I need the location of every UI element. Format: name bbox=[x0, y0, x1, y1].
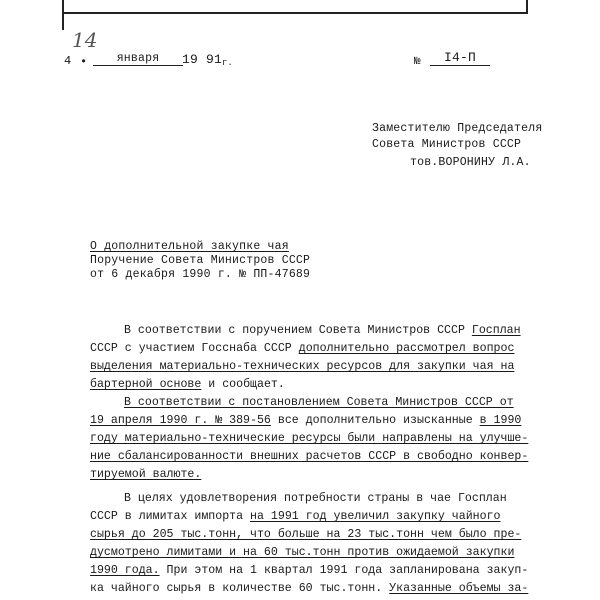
body-line: СССР в лимитах импорта на 1991 год увеличил закупку чайного bbox=[90, 510, 501, 523]
subject-line-2: от 6 декабря 1990 г. № ПП-47689 bbox=[90, 268, 311, 281]
subject-title: О дополнительной закупке чая bbox=[90, 240, 289, 253]
body-line: 19 апреля 1990 г. № 389-56 все дополнительно изысканные в 1990 bbox=[90, 414, 522, 427]
addressee-line-1: Заместителю Председателя bbox=[372, 122, 543, 135]
subject-block bbox=[90, 240, 310, 282]
addressee-name: тов.ВОРОНИНУ Л.А. bbox=[410, 156, 531, 169]
body-line: тируемой валюте. bbox=[90, 468, 202, 481]
body-line: В целях удовлетворения потребности страны в чае Госплан bbox=[124, 492, 507, 505]
date-day: 4 bbox=[64, 54, 72, 68]
addressee-block bbox=[372, 121, 542, 153]
subject-line-1: Поручение Совета Министров СССР bbox=[90, 254, 311, 267]
year-suffix: г. bbox=[222, 58, 233, 68]
body-line: бартерной основе и сообщает. bbox=[90, 378, 285, 391]
date-month: января bbox=[93, 52, 183, 66]
date-bullet: • bbox=[80, 55, 88, 69]
body-line: выделения материально-технических ресурсов для закупки чая на bbox=[90, 360, 515, 373]
form-frame-right bbox=[526, 0, 528, 14]
addressee-line-2: Совета Министров СССР bbox=[372, 138, 522, 151]
body-line: ка чайного сырья в количестве 60 тыс.тонн. Указанные объемы за- bbox=[90, 582, 529, 595]
form-frame-top bbox=[62, 12, 528, 14]
date-year: 19 91 bbox=[182, 52, 223, 67]
document-number: I4-П bbox=[430, 50, 490, 66]
body-line: СССР с участием Госснаба СССР дополнительно рассмотрел вопрос bbox=[90, 342, 515, 355]
body-line: В соответствии с поручением Совета Министров СССР Госплан bbox=[124, 324, 521, 337]
body-line: дусмотрено лимитами и на 60 тыс.тонн против ожидаемой закупки bbox=[90, 546, 515, 559]
form-frame-left bbox=[62, 0, 64, 30]
body-line: 1990 года. При этом на 1 квартал 1991 года запланирована закуп- bbox=[90, 564, 529, 577]
body-line: ние сбалансированности внешних расчетов СССР в свободно конвер- bbox=[90, 450, 529, 463]
number-label: № bbox=[414, 56, 421, 68]
handwritten-mark: 14 bbox=[72, 28, 98, 52]
body-line: сырья до 205 тыс.тонн, что больше на 23 тыс.тонн чем было пре- bbox=[90, 528, 522, 541]
body-line: году материально-технические ресурсы были направлены на улучше- bbox=[90, 432, 529, 445]
body-line: В соответствии с постановлением Совета Министров СССР от bbox=[124, 396, 514, 409]
